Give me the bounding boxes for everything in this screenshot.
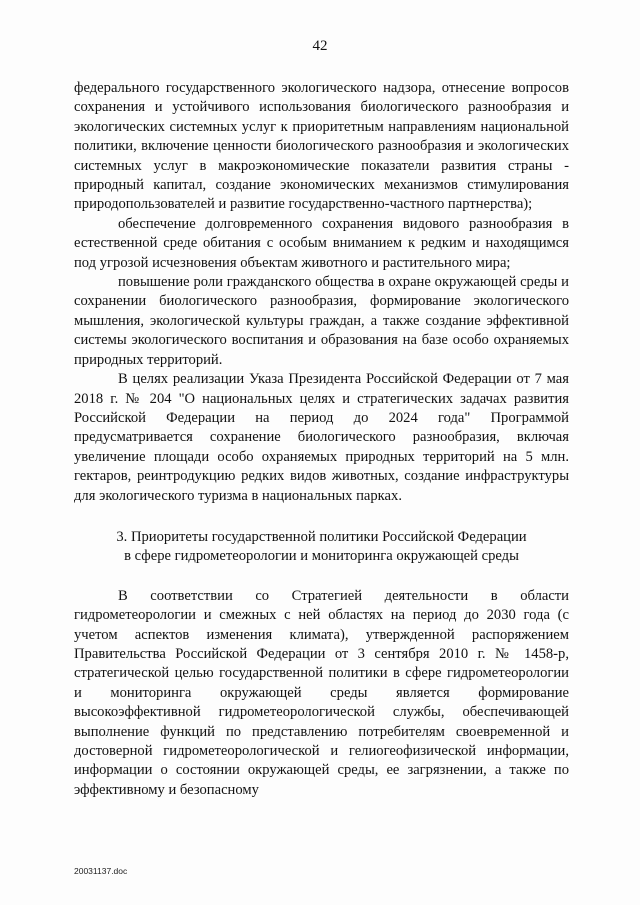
paragraph-hydrometeorology: В соответствии со Стратегией деятельности в области гидрометеорологии и смежных с ней областях на период до 2030 года (с учетом аспектов изменения климата), утвержденной распоряжением Правительства Российской Федерации от 3 сентября 2010 г. № 1458-р, стратегической целью государственной политики в сфере гидрометеорологии и мониторинга окружающей среды является формирование высокоэффективной гидрометеорологической службы, обеспечивающей выполнение функций по представлению потребителям своевременной и достоверной гидрометеорологической и гелиогеофизической информации, информации о состоянии окружающей среды, ее загрязнении, а также по эффективному и безопасному bbox=[74, 587, 569, 798]
section-heading-line-2: в сфере гидрометеорологии и мониторинга окружающей среды bbox=[124, 548, 519, 565]
section-heading bbox=[74, 528, 569, 567]
paragraph-civil-society: повышение роли гражданского общества в охране окружающей среды и сохранении биологического разнообразия, формирование экологического мышления, экологической культуры граждан, а также создание эффективной системы экологического воспитания и образования на базе особо охраняемых природных территорий. bbox=[74, 274, 569, 368]
section-heading-line-1: 3. Приоритеты государственной политики Российской Федерации bbox=[116, 528, 527, 545]
page-number: 42 bbox=[312, 38, 328, 54]
body-text bbox=[74, 79, 569, 800]
footer-filename: 20031137.doc bbox=[74, 866, 128, 876]
paragraph-presidential-decree: В целях реализации Указа Президента Российской Федерации от 7 мая 2018 г. № 204 "О национальных целях и стратегических задачах развития Российской Федерации на период до 2024 года" Программой предусматривается сохранение биологического разнообразия, включая увеличение площади особо охраняемых природных территорий на 5 млн. гектаров, реинтродукцию редких видов животных, создание инфраструктуры для экологического туризма в национальных парках. bbox=[74, 371, 569, 504]
paragraph-continuation: федерального государственного экологического надзора, отнесение вопросов сохранения и устойчивого использования биологического разнообразия и экологических системных услуг к приоритетным направлениям национальной политики, включение ценности биологического разнообразия и экологических системных услуг в макроэкономические показатели развития страны - природный капитал, создание экономических механизмов стимулирования природопользователей и развитие государственно-частного партнерства); bbox=[74, 80, 569, 213]
paragraph-species-diversity: обеспечение долговременного сохранения видового разнообразия в естественной среде обитания с особым вниманием к редким и находящимся под угрозой исчезновения объектам животного и растительного мира; bbox=[74, 215, 569, 271]
